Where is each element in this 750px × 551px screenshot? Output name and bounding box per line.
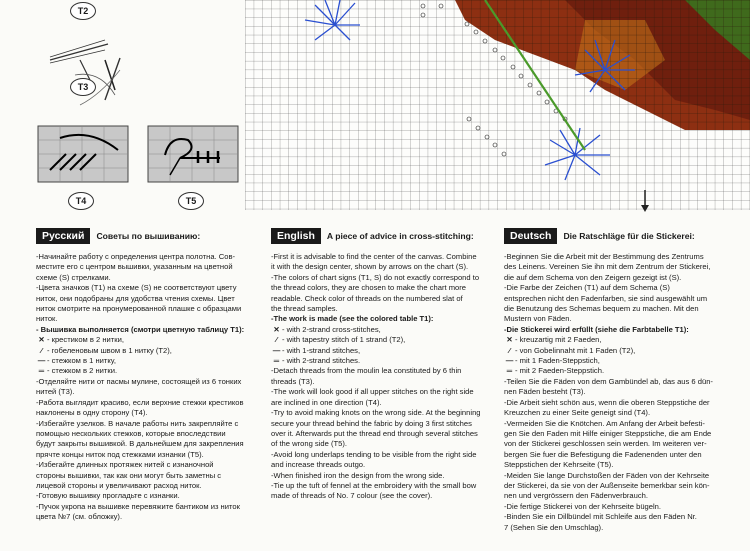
en-line: secure your thread behind the fabric by doing 3 first stitches <box>271 418 472 428</box>
ru-legend-row: ✕ - крестиком в 2 нитки, <box>38 335 124 345</box>
en-line: readable. Check color of threads on the numbered slat of <box>271 293 463 303</box>
ru-legend-text: - стежком в 2 нитки. <box>47 366 118 376</box>
label-t2: T2 <box>70 2 96 20</box>
ru-legend-text: - стежком в 1 нитку, <box>47 356 116 366</box>
de-legend-text: - von Gobelinnaht mit 1 Faden (T2), <box>515 345 636 355</box>
top-illustration-area <box>0 0 750 218</box>
ru-line: -Цвета значков (T1) на схеме (S) не соответствуют цвету <box>36 283 237 293</box>
english-tag: English <box>271 228 321 244</box>
de-line: -Vermeiden Sie die Knötchen. Am Anfang der Arbeit befesti- <box>504 418 705 428</box>
ru-legend-row: ⁄ - гобеленовым швом в 1 нитку (T2), <box>40 345 172 355</box>
en-legend-text: - with tapestry stitch of 1 strand (T2), <box>282 335 406 345</box>
russian-title: Советы по вышиванию: <box>96 230 201 241</box>
de-line: -Die Stickerei wird erfüllt (siehe die Farbtabelle T1): <box>504 324 689 334</box>
de-line: gen Sie den Faden mit Hilfe einiger Steppstiche, die am Ende <box>504 428 712 438</box>
en-line: and increase threads outgo. <box>271 460 366 470</box>
de-line: von der Stickerei geschlossen sein werden. Im weiteren ver- <box>504 439 707 449</box>
de-line: -Die Arbeit sieht schön aus, wenn die oberen Steppstiche der <box>504 397 710 407</box>
de-line: der Stickerei, da sie von der Außenseite bemerkbar sein kön- <box>504 480 710 490</box>
deutsch-tag: Deutsch <box>504 228 557 244</box>
ru-line: прячте концы ниток под стежками изнанки (T5). <box>36 449 204 459</box>
deutsch-column <box>504 228 732 533</box>
en-line: -The work will look good if all upper stitches on the right side <box>271 387 474 397</box>
en-legend-text: - with 2-strand cross-stitches, <box>282 324 381 334</box>
ru-line: ниток. <box>36 314 58 324</box>
de-line: Steppstichen der Kehrseite (T5). <box>504 460 614 470</box>
en-line: -Tie up the tuft of fennel at the embroidery with the small bow <box>271 480 477 490</box>
en-line: it with the design center, shown by arrows on the chart (S). <box>271 262 469 272</box>
ru-line: -Пучок укропа на вышивке перевяжите бантиком из ниток <box>36 501 240 511</box>
deutsch-title: Die Ratschläge für die Stickerei: <box>563 230 695 241</box>
de-line: bergen Sie fuer die Befestigung die Fadenenden unter den <box>504 449 702 459</box>
ru-legend-text: - гобеленовым швом в 1 нитку (T2), <box>47 345 172 355</box>
de-line: -Die Farbe der Zeichen (T1) auf dem Schema (S) <box>504 283 670 293</box>
en-legend-row: — - with 1-strand stitches, <box>272 345 361 355</box>
de-line: -Binden Sie ein Dillbündel mit Schleife aus den Fäden Nr. <box>504 512 697 522</box>
ru-line: лицевой стороны и увеличивают расход ниток. <box>36 480 202 490</box>
ru-line: нитей (T3). <box>36 387 75 397</box>
en-line: of the wrong side (T5). <box>271 439 347 449</box>
ru-line: -Начинайте работу с определения центра полотна. Сов- <box>36 252 236 261</box>
de-legend-text: - mit 2 Faeden-Steppstich. <box>515 366 605 376</box>
en-legend-row: ✕ - with 2-strand cross-stitches, <box>273 324 381 334</box>
russian-column <box>36 228 256 523</box>
de-legend-row: ✕ - kreuzartig mit 2 Faeden, <box>506 335 602 345</box>
de-legend-row: ═ - mit 2 Faeden-Steppstich. <box>506 366 605 376</box>
russian-tag: Русский <box>36 228 90 244</box>
en-line: -Try to avoid making knots on the wrong side. At the beginning <box>271 408 481 418</box>
de-line: nen Fäden besteht (T3). <box>504 387 586 397</box>
en-legend-row: ⁄ - with tapestry stitch of 1 strand (T2), <box>275 335 406 345</box>
de-line: Kreuzchen zu einer Seite geneigt sind (T4). <box>504 408 651 418</box>
en-line: -The work is made (see the colored table T1): <box>271 314 434 324</box>
ru-line: - Вышивка выполняется (смотри цветную таблицу T1): <box>36 324 245 334</box>
en-legend-text: - with 1-strand stitches, <box>282 345 361 355</box>
stitch-diagrams-svg <box>20 0 240 212</box>
de-legend-row: ⁄ - von Gobelinnaht mit 1 Faden (T2), <box>508 345 636 355</box>
en-line: made of threads of No. 7 colour (see the cover). <box>271 491 433 501</box>
en-line: the thread colors, they are chosen to make the chart more <box>271 283 467 293</box>
ru-line: -Готовую вышивку прогладьте с изнанки. <box>36 491 180 501</box>
de-line: -Beginnen Sie die Arbeit mit der Bestimmung des Zentrums <box>504 252 704 261</box>
de-line: entsprechen nicht den Fadenfarben, sie sind ausgewählt um <box>504 293 708 303</box>
de-legend-row: — - mit 1 Faden-Steppstich, <box>505 356 600 366</box>
ru-line: ниток смотрите на пронумерованной плашке с образцами <box>36 304 242 314</box>
de-line: -Meiden Sie lange Durchstoßen der Fäden von der Kehrseite <box>504 470 710 480</box>
en-line: -When finished iron the design from the wrong side. <box>271 470 445 480</box>
en-line: over it. Afterwards put the thread end through several stitches <box>271 428 478 438</box>
ru-line: -Работа выглядит красиво, если верхние стежки крестиков <box>36 397 244 407</box>
stitch-diagrams <box>20 0 240 212</box>
russian-header <box>36 228 256 244</box>
ru-line: наклонены в одну сторону (T4). <box>36 408 148 418</box>
ru-line: -Отделяйте нити от пасмы мулине, состоящей из 6 тонких <box>36 376 242 386</box>
en-line: -The colors of chart signs (T1, S) do not exactly correspond to <box>271 272 480 282</box>
en-line: -First it is advisable to find the center of the canvas. Combine <box>271 252 477 261</box>
instructions-columns <box>0 228 750 551</box>
ru-legend-row: — - стежком в 1 нитку, <box>37 356 116 366</box>
en-legend-text: - with 2-strand stitches. <box>282 356 361 366</box>
en-line: are inclined in one direction (T4). <box>271 397 382 407</box>
chart-svg <box>245 0 750 216</box>
ru-legend-text: - крестиком в 2 нитки, <box>47 335 124 345</box>
ru-line: помощью нескольких стежков, которые впоследствии <box>36 428 226 438</box>
de-line: Mustern von Fäden. <box>504 314 572 324</box>
ru-line: ниток, они подобраны для удобства чтения схемы. Цвет <box>36 293 235 303</box>
de-line: die auf dem Schema von den Zeigern gezeigt ist (S). <box>504 272 682 282</box>
english-column <box>271 228 491 502</box>
ru-line: -Избегайте узелков. В начале работы нить закрепляйте с <box>36 418 239 428</box>
label-t4: T4 <box>68 192 94 210</box>
de-line: -Teilen Sie die Fäden von dem Gambündel ab, das aus 6 dün- <box>504 376 713 386</box>
deutsch-header <box>504 228 732 244</box>
english-header <box>271 228 491 244</box>
de-line: die Benutzung des Schemas bequem zu machen. Mit den <box>504 304 699 314</box>
ru-line: местите его с центром вышивки, указанным на цветной <box>36 262 233 272</box>
ru-line: будут закрыты вышивкой. В дальнейшем для закрепления <box>36 439 244 449</box>
english-title: A piece of advice in cross-stitching: <box>326 230 474 241</box>
de-line: 7 (Sehen Sie den Umschlag). <box>504 522 604 532</box>
cross-stitch-chart <box>245 0 750 216</box>
label-t3: T3 <box>70 78 96 96</box>
en-line: -Detach threads from the moulin lea constituted by 6 thin <box>271 366 462 376</box>
ru-line: цвета №7 (см. обложку). <box>36 512 123 522</box>
de-legend-text: - kreuzartig mit 2 Faeden, <box>515 335 602 345</box>
en-line: -Avoid long underlaps tending to be visible from the right side <box>271 449 477 459</box>
ru-line: схеме (S) стрелками. <box>36 272 111 282</box>
ru-legend-row: ═ - стежком в 2 нитки. <box>38 366 118 376</box>
de-line: nen und vergrössern den Fädenverbrauch. <box>504 491 648 501</box>
de-legend-text: - mit 1 Faden-Steppstich, <box>515 356 600 366</box>
de-line: des Leinens. Vereinen Sie ihn mit dem Zentrum der Stickerei, <box>504 262 711 272</box>
en-legend-row: ═ - with 2-strand stitches. <box>273 356 361 366</box>
en-line: threads (T3). <box>271 376 315 386</box>
ru-line: стороны вышивки, так как они могут быть заметны с <box>36 470 222 480</box>
de-line: -Die fertige Stickerei von der Kehrseite bügeln. <box>504 501 662 511</box>
en-line: the thread samples. <box>271 304 338 314</box>
ru-line: -Избегайте длинных протяжек нитей с изнаночной <box>36 460 214 470</box>
label-t5: T5 <box>178 192 204 210</box>
